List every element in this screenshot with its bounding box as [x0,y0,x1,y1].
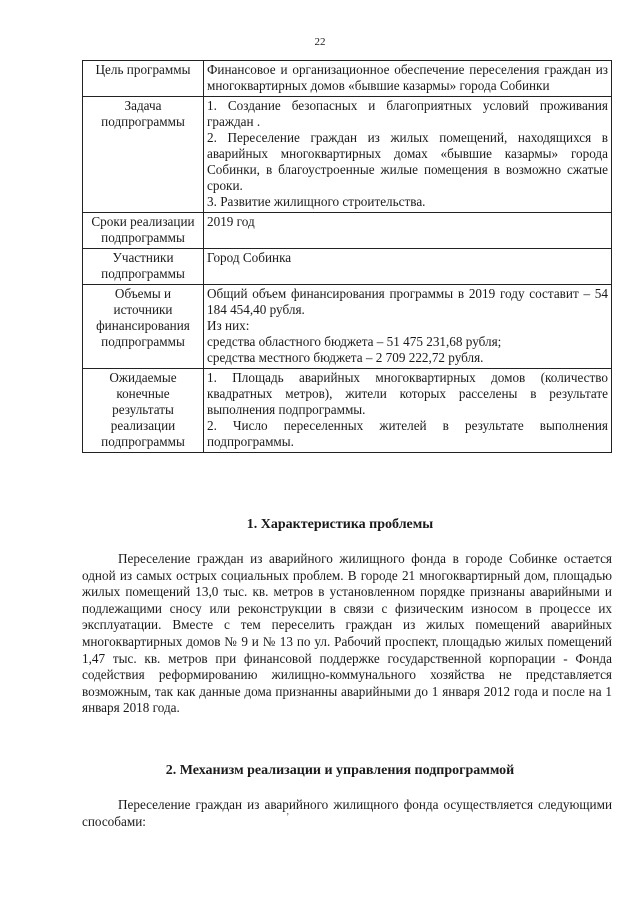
passport-row-value [204,61,612,97]
passport-row [83,369,612,453]
passport-value-line: средства местного бюджета – 2 709 222,72 рубля. [207,350,484,365]
passport-row-value [204,249,612,285]
passport-value-line: 2019 год [207,214,255,229]
program-passport-table [82,60,612,453]
passport-value-line: Финансовое и организационное обеспечение переселения граждан из многоквартирных домов «бывшие казармы» города Собинки [207,62,608,93]
passport-row-value [204,97,612,213]
passport-row-label: Участники подпрограммы [83,249,204,285]
passport-row-value [204,369,612,453]
passport-row [83,285,612,369]
section-1-heading: 1. Характеристика проблемы [246,517,434,532]
passport-value-line: 2. Число переселенных жителей в результате выполнения подпрограммы. [207,418,608,449]
passport-value-line: 1. Площадь аварийных многоквартирных домов (количество квадратных метров), жители которых расселены в результате выполнения подпрограммы. [207,370,608,417]
passport-row-label: Цель программы [83,61,204,97]
passport-row [83,249,612,285]
stray-mark: ʼ [286,812,290,823]
passport-row [83,97,612,213]
passport-row-value [204,285,612,369]
passport-value-line: 3. Развитие жилищного строительства. [207,194,426,209]
passport-value-line: 2. Переселение граждан из жилых помещений, находящихся в аварийных многоквартирных домах «бывшие казармы» города Собинки, в благоустроенные жилые помещения в возможно сжатые сроки. [207,130,608,193]
section-1-text: Переселение граждан из аварийного жилищного фонда в городе Собинке остается одной из самых острых социальных проблем. В городе 21 многоквартирный дом, площадью жилых помещений 13,0 тыс. кв. метров в установленном порядке признаны аварийными и подлежащими сносу или реконструкции в связи с физическим износом в процессе их эксплуатации. Вместе с тем переселить граждан из жилых помещений аварийных многоквартирных домов № 9 и № 13 по ул. Рабочий проспект, площадью жилых помещений 1,47 тыс. кв. метров при финансовой поддержке государственной корпорации - Фонда содействия реформированию жилищно-коммунального хозяйства не представляется возможным, так как данные дома признанны аварийными до 1 января 2012 года и после на 1 января 2018 года. [82,551,612,716]
passport-row [83,61,612,97]
passport-value-line: Город Собинка [207,250,292,265]
passport-row-label: Задача подпрограммы [83,97,204,213]
passport-row-label: Объемы и источники финансирования подпрограммы [83,285,204,369]
section-2-heading: 2. Механизм реализации и управления подпрограммой [165,763,515,778]
passport-value-line: 1. Создание безопасных и благоприятных условий проживания граждан . [207,98,608,129]
passport-value-line: Общий объем финансирования программы в 2019 году составит – 54 184 454,40 рубля. [207,286,608,317]
section-2-text: Переселение граждан из аварийного жилищного фонда осуществляется следующими способами: [82,797,612,829]
passport-value-line: средства областного бюджета – 51 475 231,68 рубля; [207,334,502,349]
passport-row-value [204,213,612,249]
passport-value-line: Из них: [207,318,250,333]
passport-row [83,213,612,249]
passport-row-label: Сроки реализации подпрограммы [83,213,204,249]
page-number: 22 [314,36,326,48]
passport-row-label: Ожидаемые конечные результаты реализации подпрограммы [83,369,204,453]
